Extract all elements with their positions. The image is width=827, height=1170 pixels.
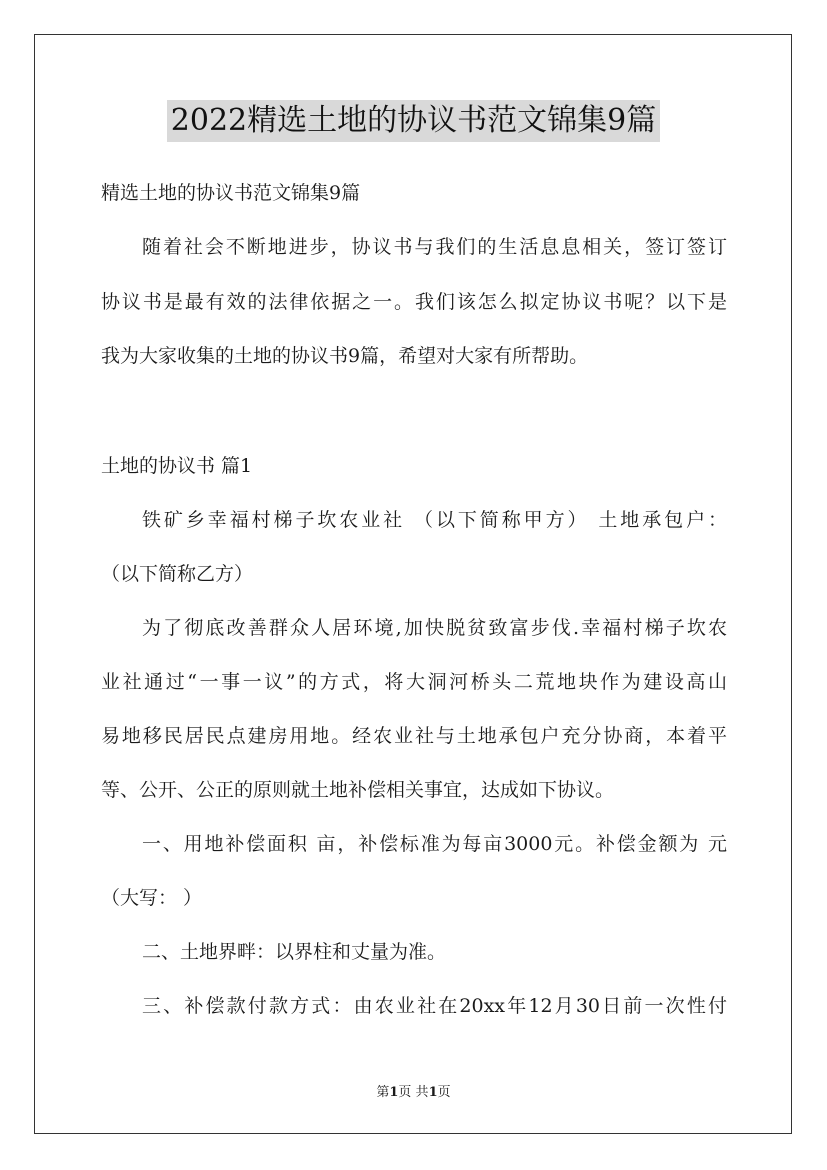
parties-line-1: 铁矿乡幸福村梯子坎农业社 （以下简称甲方） 土地承包户： [142, 509, 727, 531]
clause-3-line: 三、补偿款付款方式：由农业社在20xx年12月30日前一次性付 [142, 995, 727, 1017]
parties-line-2: （以下简称乙方） [101, 563, 254, 585]
footer-page-mid: 页 共 [398, 1085, 429, 1100]
purpose-paragraph-line-4: 等、公开、公正的原则就土地补偿相关事宜，达成如下协议。 [101, 779, 615, 801]
page-footer [0, 1084, 827, 1102]
purpose-paragraph-line-1: 为了彻底改善群众人居环境,加快脱贫致富步伐.幸福村梯子坎农 [142, 617, 727, 639]
intro-paragraph-line-1: 随着社会不断地进步，协议书与我们的生活息息相关，签订签订 [142, 236, 727, 258]
document-title: 2022精选土地的协议书范文锦集9篇 [167, 100, 660, 142]
section-heading: 土地的协议书 篇1 [101, 455, 253, 477]
purpose-paragraph-line-2: 业社通过“一事一议”的方式，将大洞河桥头二荒地块作为建设高山 [101, 671, 727, 693]
footer-page-suffix: 页 [437, 1085, 451, 1100]
intro-paragraph-line-2: 协议书是最有效的法律依据之一。我们该怎么拟定协议书呢？以下是 [101, 291, 727, 313]
purpose-paragraph-line-3: 易地移民居民点建房用地。经农业社与土地承包户充分协商，本着平 [101, 725, 727, 747]
intro-paragraph-line-3: 我为大家收集的土地的协议书9篇，希望对大家有所帮助。 [101, 345, 589, 367]
document-title-container [0, 100, 827, 142]
footer-page-number: 1 [389, 1085, 399, 1100]
clause-1-line-2: （大写： ） [101, 887, 203, 909]
clause-2-line: 二、土地界畔：以界柱和丈量为准。 [142, 941, 447, 963]
footer-page-prefix: 第 [376, 1085, 390, 1100]
subtitle-line: 精选土地的协议书范文锦集9篇 [101, 182, 361, 204]
clause-1-line-1: 一、用地补偿面积 亩，补偿标准为每亩3000元。补偿金额为 元 [142, 833, 727, 855]
footer-page-total: 1 [428, 1085, 438, 1100]
